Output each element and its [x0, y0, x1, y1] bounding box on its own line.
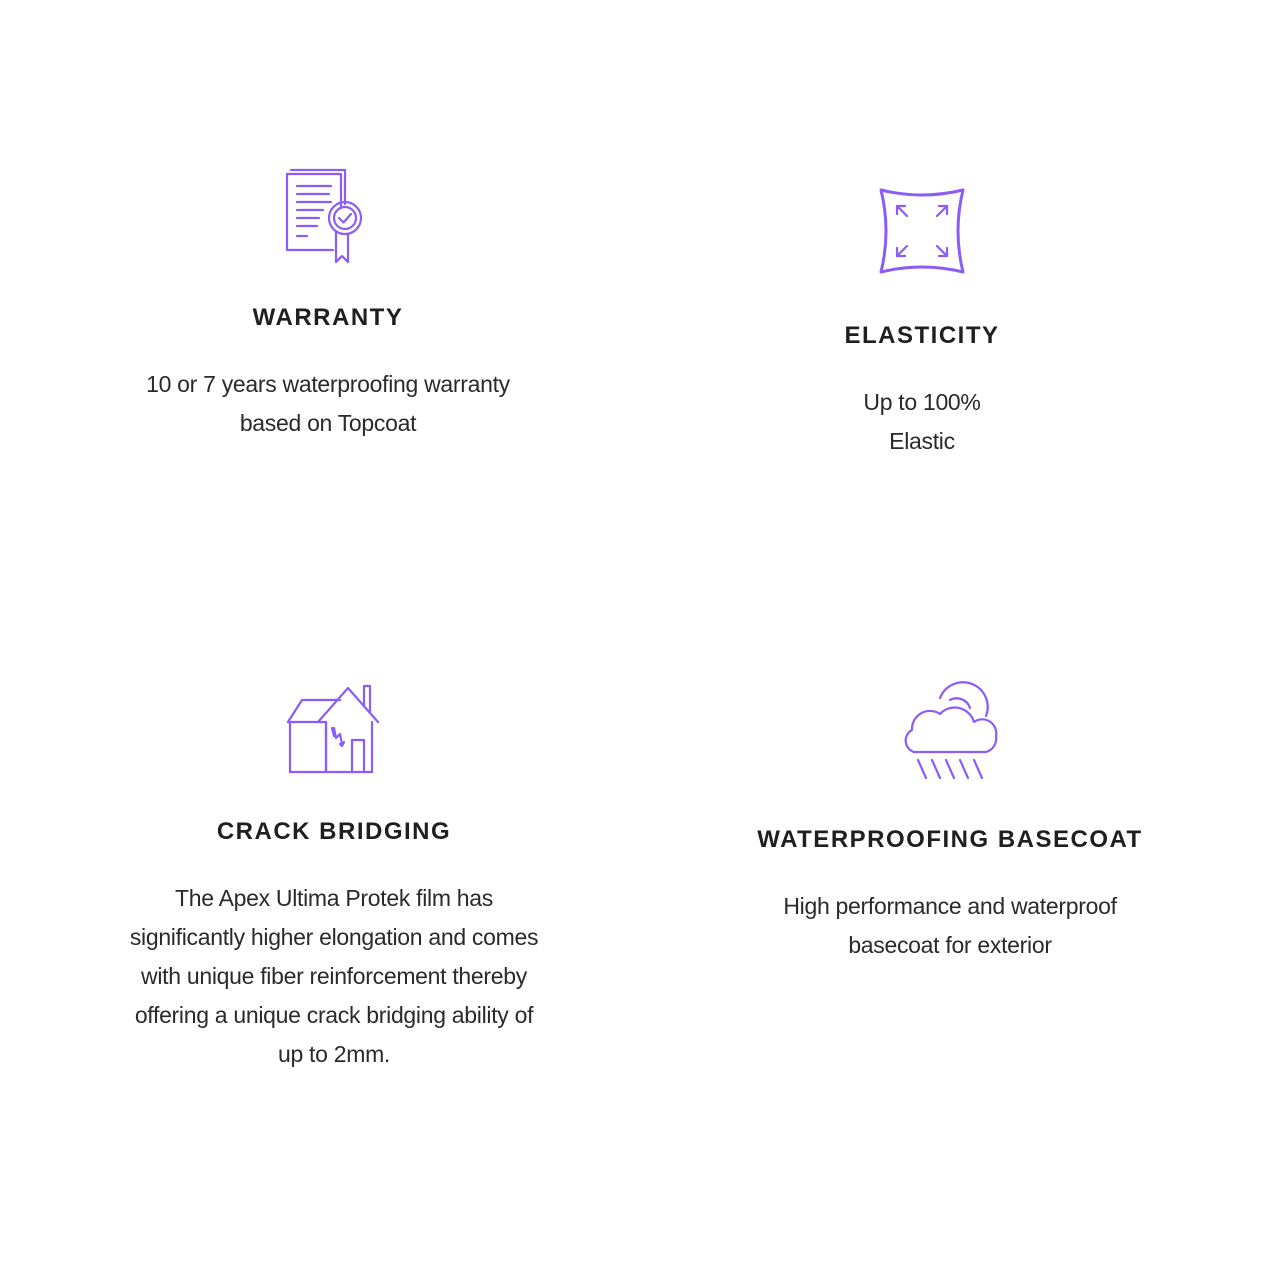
feature-title: ELASTICITY [844, 322, 1000, 349]
feature-title: WATERPROOFING BASECOAT [757, 826, 1143, 853]
description-line: significantly higher elongation and comes [129, 924, 539, 950]
description-line: The Apex Ultima Protek film has [175, 885, 493, 911]
description-line: based on Topcoat [239, 410, 417, 436]
feature-elasticity [700, 186, 1144, 461]
description-line: High performance and waterproof [783, 893, 1117, 919]
feature-description [740, 887, 1160, 965]
cracked-house-icon [286, 682, 382, 778]
feature-waterproofing-basecoat [740, 686, 1160, 965]
description-line: with unique fiber reinforcement thereby [141, 963, 527, 989]
stretch-square-arrows-icon [877, 186, 967, 276]
feature-title: CRACK BRIDGING [216, 818, 452, 845]
description-line: basecoat for exterior [848, 932, 1052, 958]
description-line: up to 2mm. [277, 1041, 391, 1067]
feature-warranty [100, 168, 556, 443]
description-line: 10 or 7 years waterproofing warranty [146, 371, 510, 397]
certificate-ribbon-icon [283, 168, 373, 268]
description-line: Up to 100% [863, 389, 981, 415]
feature-crack-bridging [96, 682, 572, 1074]
feature-title: WARRANTY [252, 304, 404, 331]
feature-description [700, 383, 1144, 461]
cloud-rain-sun-icon [900, 686, 1000, 786]
description-line: offering a unique crack bridging ability of [134, 1002, 534, 1028]
description-line: Elastic [889, 428, 955, 454]
feature-description [100, 365, 556, 443]
feature-description [96, 879, 572, 1074]
